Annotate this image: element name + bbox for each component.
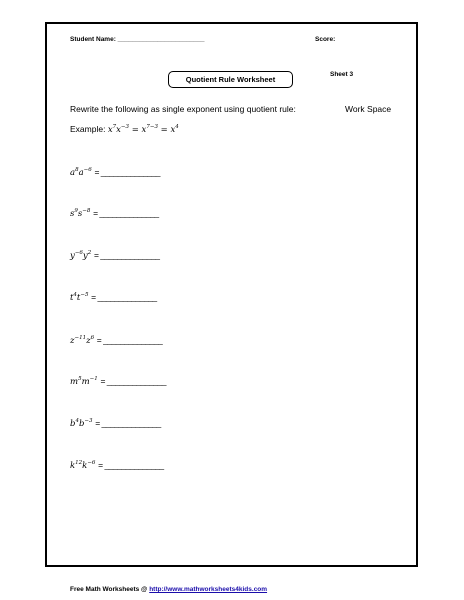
problem-8: $k^{12}k^{-6}$ = ______________: [70, 460, 164, 471]
answer-blank[interactable]: = ______________: [94, 167, 160, 177]
sheet-number: Sheet 3: [330, 71, 354, 78]
work-space-label: Work Space: [345, 104, 392, 114]
answer-blank[interactable]: = ______________: [91, 292, 157, 302]
footer: [70, 586, 267, 593]
example-equation: $x^7x^{-3} = x^{7-3} = x^4$: [107, 124, 179, 135]
answer-blank[interactable]: = ______________: [96, 335, 163, 345]
footer-link[interactable]: http://www.mathworksheets4kids.com: [149, 586, 268, 593]
answer-blank[interactable]: = ______________: [93, 250, 160, 260]
score-label: Score:: [315, 36, 336, 43]
example-line: [70, 124, 179, 135]
problem-2: $s^9s^{-8}$ = ______________: [70, 208, 159, 219]
problem-1: $a^8a^{-6}$ = ______________: [70, 167, 160, 178]
problem-5: $z^{-11}z^6$ = ______________: [70, 335, 163, 346]
answer-blank[interactable]: = ______________: [93, 208, 159, 218]
problem-7: $b^4b^{-3}$ = ______________: [70, 418, 161, 429]
problem-4: $t^4t^{-5}$ = ______________: [70, 292, 157, 303]
student-name-label: Student Name: ________________________: [70, 36, 205, 43]
worksheet-title: Quotient Rule Worksheet: [168, 71, 293, 88]
instructions: Rewrite the following as single exponent using quotient rule:: [70, 104, 296, 114]
answer-blank[interactable]: = ______________: [98, 460, 164, 470]
answer-blank[interactable]: = ______________: [100, 376, 166, 386]
footer-text: Free Math Worksheets @: [70, 586, 150, 593]
problem-6: $m^5m^{-1}$ = ______________: [70, 376, 166, 387]
problem-3: $y^{-6}y^2$ = ______________: [70, 250, 160, 261]
example-label: Example:: [70, 124, 106, 134]
answer-blank[interactable]: = ______________: [95, 418, 161, 428]
